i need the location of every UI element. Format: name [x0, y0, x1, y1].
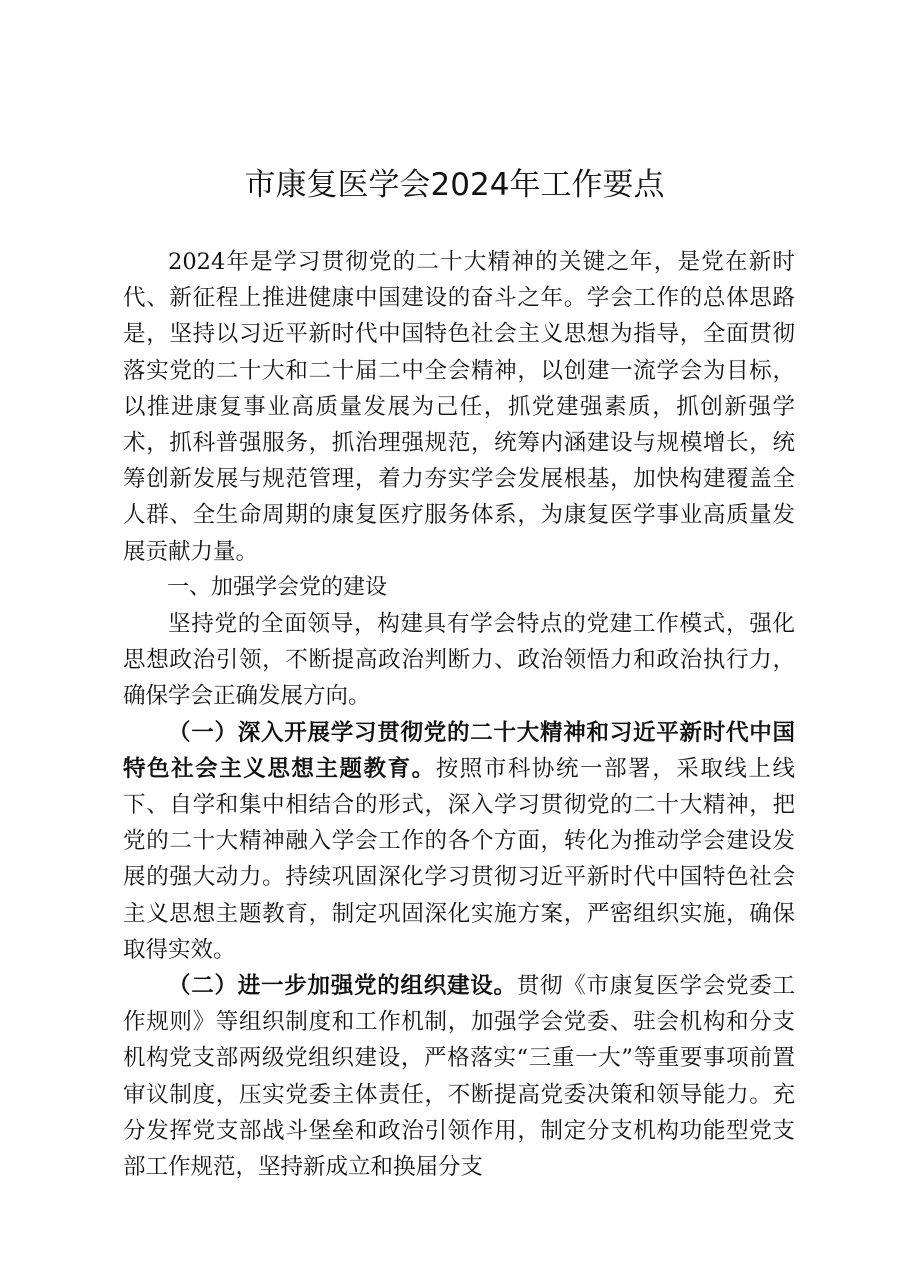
item-paragraph-2 [123, 968, 795, 1185]
item-text-2: 贯彻《市康复医学会党委工作规则》等组织制度和工作机制，加强学会党委、驻会机构和分支机构党支部两级党组织建设，严格落实“三重一大”等重要事项前置审议制度，压实党委主体责任，不断提高党委决策和领导能力。充分发挥党支部战斗堡垒和政治引领作用，制定分支机构功能型党支部工作规范，坚持新成立和换届分支 [123, 973, 795, 1181]
intro-paragraph: 2024年是学习贯彻党的二十大精神的关键之年，是党在新时代、新征程上推进健康中国建设的奋斗之年。学会工作的总体思路是，坚持以习近平新时代中国特色社会主义思想为指导，全面贯彻落实党的二十大和二十届二中全会精神，以创建一流学会为目标，以推进康复事业高质量发展为己任，抓党建强素质，抓创新强学术，抓科普强服务，抓治理强规范，统筹内涵建设与规模增长，统筹创新发展与规范管理，着力夯实学会发展根基，加快构建覆盖全人群、全生命周期的康复医疗服务体系，为康复医学事业高质量发展贡献力量。 [123, 249, 795, 565]
item-lead-2: （二）进一步加强党的组织建设。 [168, 973, 517, 1000]
document-body [123, 244, 795, 1185]
section-summary-paragraph: 坚持党的全面领导，构建具有学会特点的党建工作模式，强化思想政治引领，不断提高政治判断力、政治领悟力和政治执行力，确保学会正确发展方向。 [123, 611, 795, 710]
item-paragraph-1 [123, 715, 795, 968]
item-lead-1: （一）深入开展学习贯彻党的二十大精神和习近平新时代中国特色社会主义思想主题教育。 [123, 719, 795, 782]
document-title: 市康复医学会2024年工作要点 [244, 167, 665, 203]
item-text-1: 按照市科协统一部署，采取线上线下、自学和集中相结合的形式，深入学习贯彻党的二十大精神，把党的二十大精神融入学会工作的各个方面，转化为推动学会建设发展的强大动力。持续巩固深化学习贯彻习近平新时代中国特色社会主义思想主题教育，制定巩固深化实施方案，严密组织实施，确保取得实效。 [123, 755, 795, 963]
section-heading: 一、加强学会党的建设 [167, 574, 388, 600]
